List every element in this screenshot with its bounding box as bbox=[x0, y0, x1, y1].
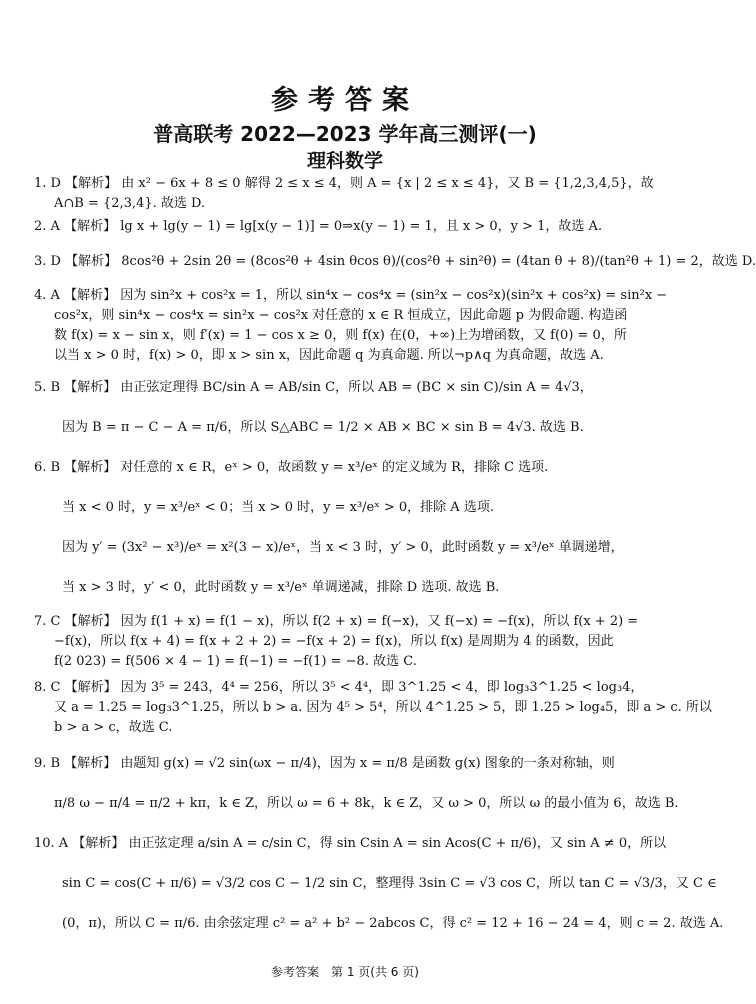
answer-line: 对任意的 x ∈ R，eˣ > 0，故函数 y = x³/eˣ 的定义域为 R，排除 C 选项. bbox=[120, 460, 549, 475]
answer-item-6 bbox=[34, 448, 654, 608]
answer-line: (0，π)，所以 C = π/6. 由余弦定理 c² = a² + b² − 2abcos C，得 c² = 12 + 16 − 24 = 4，则 c = 2. 故选 A. bbox=[62, 916, 724, 931]
answer-line: cos²x，则 sin⁴x − cos⁴x = sin²x − cos²x 对任意的 x ∈ R 恒成立，因此命题 p 为假命题. 构造函 bbox=[54, 308, 628, 323]
answer-item-8 bbox=[34, 678, 712, 738]
answer-line: 数 f(x) = x − sin x，则 f′(x) = 1 − cos x ≥ 0，则 f(x) 在(0，+∞)上为增函数，又 f(0) = 0，所 bbox=[54, 328, 627, 343]
answer-number: 6. B bbox=[34, 460, 61, 475]
answer-line: 因为 y′ = (3x² − x³)/eˣ = x²(3 − x)/eˣ，当 x < 3 时，y′ > 0，此时函数 y = x³/eˣ 单调递增， bbox=[62, 540, 624, 555]
answer-item-9 bbox=[34, 744, 679, 824]
answer-number: 3. D bbox=[34, 254, 61, 269]
answer-line: 由题知 g(x) = √2 sin(ωx − π/4)，因为 x = π/8 是函数 g(x) 图象的一条对称轴，则 bbox=[120, 756, 615, 771]
answer-item-10 bbox=[34, 824, 724, 944]
subject-title: 理科数学 bbox=[306, 150, 383, 172]
answer-number: 1. D bbox=[34, 176, 61, 191]
answer-line: 因为 3⁵ = 243，4⁴ = 256，所以 3⁵ < 4⁴，即 3^1.25 < 4，即 log₃3^1.25 < log₃4， bbox=[120, 680, 644, 695]
answer-line: 当 x > 3 时，y′ < 0，此时函数 y = x³/eˣ 单调递减，排除 D 选项. 故选 B. bbox=[62, 580, 500, 595]
answer-number: 2. A bbox=[34, 219, 60, 234]
page-footer: 参考答案 第 1 页(共 6 页) bbox=[271, 965, 419, 979]
analysis-tag: 【解析】 bbox=[65, 176, 118, 191]
answer-item-7 bbox=[34, 612, 654, 672]
answer-line: 由正弦定理 a/sin A = c/sin C，得 sin Csin A = sin Acos(C + π/6)，又 sin A ≠ 0，所以 bbox=[128, 836, 667, 851]
analysis-tag: 【解析】 bbox=[65, 254, 118, 269]
analysis-tag: 【解析】 bbox=[64, 460, 117, 475]
answer-number: 7. C bbox=[34, 614, 61, 629]
answer-line: 以当 x > 0 时，f(x) > 0，即 x > sin x，因此命题 q 为真命题. 所以¬p∧q 为真命题，故选 A. bbox=[54, 348, 604, 363]
answer-line: 因为 sin²x + cos²x = 1，所以 sin⁴x − cos⁴x = (sin²x − cos²x)(sin²x + cos²x) = sin²x − bbox=[120, 288, 668, 303]
analysis-tag: 【解析】 bbox=[64, 219, 117, 234]
answer-line: A∩B = {2,3,4}. 故选 D. bbox=[54, 196, 206, 211]
answer-line: lg x + lg(y − 1) = lg[x(y − 1)] = 0⇒x(y − 1) = 1，且 x > 0，y > 1，故选 A. bbox=[120, 219, 603, 234]
answer-line: 由正弦定理得 BC/sin A = AB/sin C，所以 AB = (BC × sin C)/sin A = 4√3， bbox=[120, 380, 593, 395]
answer-item-3 bbox=[34, 242, 756, 282]
answer-item-2 bbox=[34, 217, 654, 237]
answer-line: f(2 023) = f(506 × 4 − 1) = f(−1) = −f(1) = −8. 故选 C. bbox=[54, 654, 417, 669]
page-title: 参考答案 bbox=[271, 85, 419, 116]
analysis-tag: 【解析】 bbox=[64, 380, 117, 395]
analysis-tag: 【解析】 bbox=[64, 288, 117, 303]
answer-line: 由 x² − 6x + 8 ≤ 0 解得 2 ≤ x ≤ 4，则 A = {x | 2 ≤ x ≤ 4}，又 B = {1,2,3,4,5}，故 bbox=[121, 176, 654, 191]
analysis-tag: 【解析】 bbox=[64, 614, 117, 629]
answer-line: 8cos²θ + 2sin 2θ = (8cos²θ + 4sin θcos θ)/(cos²θ + sin²θ) = (4tan θ + 8)/(tan²θ + 1) = 2，故选 D. bbox=[121, 254, 756, 269]
analysis-tag: 【解析】 bbox=[64, 680, 117, 695]
answer-number: 8. C bbox=[34, 680, 61, 695]
answer-item-4 bbox=[34, 286, 668, 366]
answer-item-5 bbox=[34, 368, 654, 448]
answer-line: sin C = cos(C + π/6) = √3/2 cos C − 1/2 sin C，整理得 3sin C = √3 cos C，所以 tan C = √3/3，又 C ∈ bbox=[62, 876, 717, 891]
answer-number: 9. B bbox=[34, 756, 61, 771]
answer-number: 5. B bbox=[34, 380, 61, 395]
answer-line: b > a > c，故选 C. bbox=[54, 720, 173, 735]
answer-number: 4. A bbox=[34, 288, 60, 303]
answer-line: 当 x < 0 时，y = x³/eˣ < 0；当 x > 0 时，y = x³/eˣ > 0，排除 A 选项. bbox=[62, 500, 494, 515]
answer-line: −f(x)，所以 f(x + 4) = f(x + 2 + 2) = −f(x + 2) = f(x)，所以 f(x) 是周期为 4 的函数，因此 bbox=[54, 634, 614, 649]
answer-line: 因为 B = π − C − A = π/6，所以 S△ABC = 1/2 × AB × BC × sin B = 4√3. 故选 B. bbox=[62, 420, 584, 435]
analysis-tag: 【解析】 bbox=[72, 836, 125, 851]
analysis-tag: 【解析】 bbox=[64, 756, 117, 771]
answer-number: 10. A bbox=[34, 836, 69, 851]
exam-subtitle: 普高联考 2022—2023 学年高三测评(一) bbox=[153, 122, 537, 146]
answer-line: 因为 f(1 + x) = f(1 − x)，所以 f(2 + x) = f(−x)，又 f(−x) = −f(x)，所以 f(x + 2) = bbox=[120, 614, 639, 629]
answer-item-1 bbox=[34, 174, 654, 214]
answer-line: 又 a = 1.25 = log₃3^1.25，所以 b > a. 因为 4⁵ > 5⁴，所以 4^1.25 > 5，即 1.25 > log₄5，即 a > c. 所以 bbox=[54, 700, 712, 715]
answer-line: π/8 ω − π/4 = π/2 + kπ，k ∈ Z，所以 ω = 6 + 8k，k ∈ Z，又 ω > 0，所以 ω 的最小值为 6，故选 B. bbox=[54, 796, 679, 811]
